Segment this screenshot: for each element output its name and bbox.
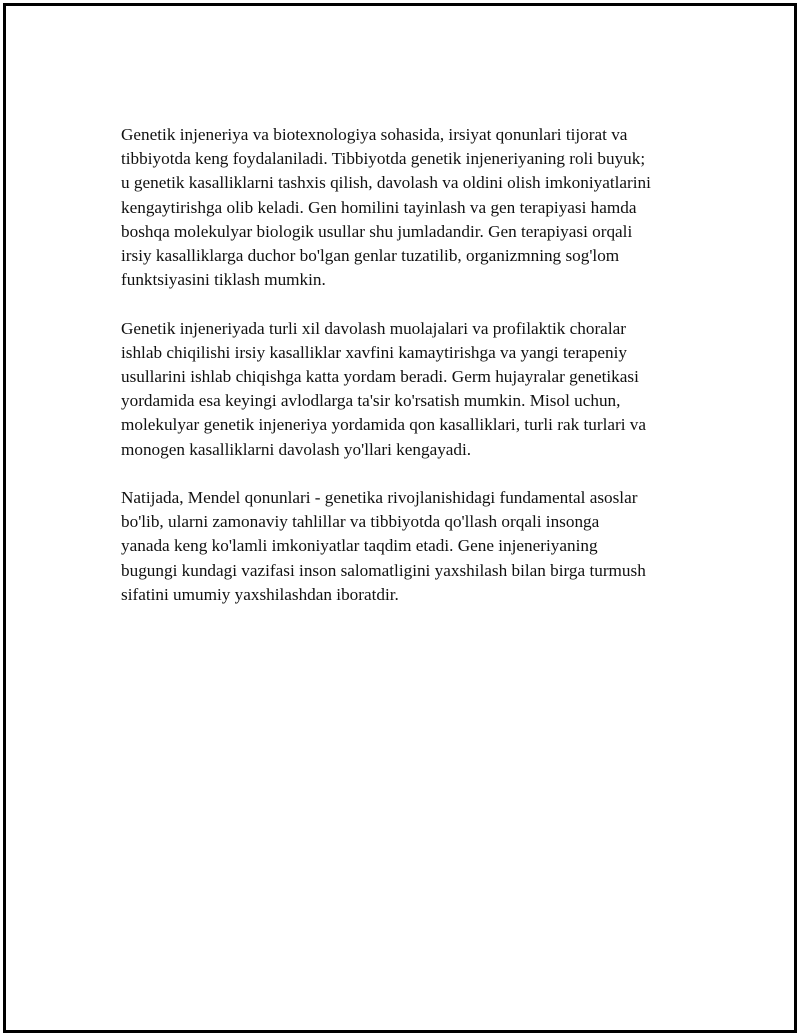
page-frame	[3, 3, 797, 1033]
paragraph-3	[121, 486, 701, 607]
text-line: irsiy kasalliklarga duchor bo'lgan genlar tuzatilib, organizmning sog'lom	[121, 246, 620, 266]
text-line: funktsiyasini tiklash mumkin.	[121, 270, 326, 290]
paragraph-2	[121, 317, 701, 462]
text-line: u genetik kasalliklarni tashxis qilish, davolash va oldini olish imkoniyatlarini	[121, 173, 651, 193]
paragraph-1	[121, 123, 701, 292]
text-line: kengaytirishga olib keladi. Gen homilini tayinlash va gen terapiyasi hamda	[121, 197, 637, 217]
text-line: usullarini ishlab chiqishga katta yordam beradi. Germ hujayralar genetikasi	[121, 367, 639, 387]
text-line: monogen kasalliklarni davolash yo'llari kengayadi.	[121, 439, 472, 459]
text-line: bugungi kundagi vazifasi inson salomatligini yaxshilash bilan birga turmush	[121, 560, 646, 580]
text-line: yordamida esa keyingi avlodlarga ta'sir ko'rsatish mumkin. Misol uchun,	[121, 391, 621, 411]
text-line: sifatini umumiy yaxshilashdan iboratdir.	[121, 584, 399, 604]
document-body	[121, 123, 701, 631]
text-line: bo'lib, ularni zamonaviy tahlillar va tibbiyotda qo'llash orqali insonga	[121, 512, 600, 532]
text-line: Genetik injeneriyada turli xil davolash muolajalari va profilaktik choralar	[121, 318, 626, 338]
text-line: molekulyar genetik injeneriya yordamida qon kasalliklari, turli rak turlari va	[121, 415, 646, 435]
text-line: Genetik injeneriya va biotexnologiya sohasida, irsiyat qonunlari tijorat va	[121, 125, 628, 144]
text-line: tibbiyotda keng foydalaniladi. Tibbiyotda genetik injeneriyaning roli buyuk;	[121, 149, 646, 169]
text-line: yanada keng ko'lamli imkoniyatlar taqdim etadi. Gene injeneriyaning	[121, 536, 598, 556]
text-line: Natijada, Mendel qonunlari - genetika rivojlanishidagi fundamental asoslar	[121, 488, 638, 508]
text-line: ishlab chiqilishi irsiy kasalliklar xavfini kamaytirishga va yangi terapeniy	[121, 342, 627, 362]
text-line: boshqa molekulyar biologik usullar shu jumladandir. Gen terapiyasi orqali	[121, 221, 633, 241]
